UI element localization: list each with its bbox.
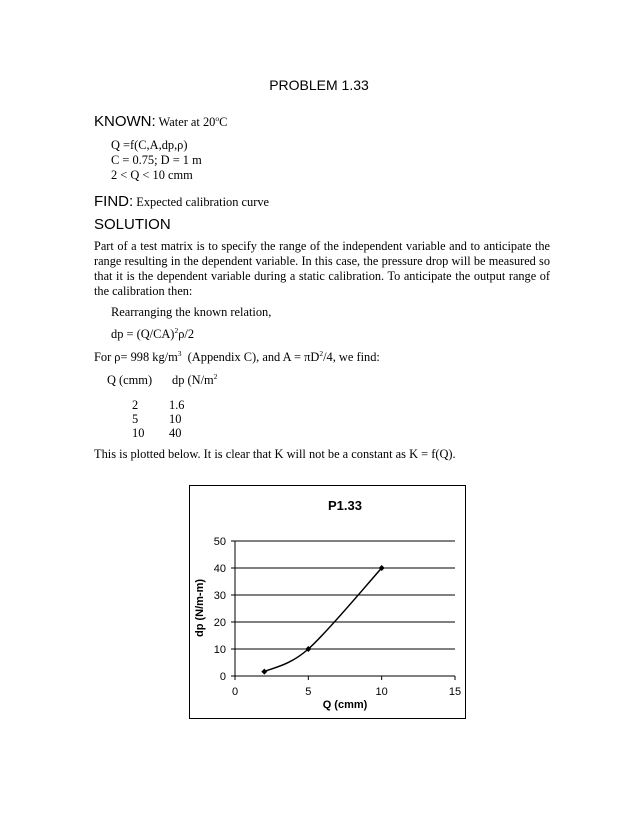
known-line: 2 < Q < 10 cmm — [111, 168, 193, 182]
table-header-q: Q (cmm) — [107, 373, 153, 387]
chart-title: P1.33 — [328, 498, 362, 513]
known-line: C = 0.75; D = 1 m — [111, 153, 202, 167]
table-header-dp: dp ($N/m^2$ — [172, 372, 218, 387]
y-tick-label: 0 — [219, 671, 226, 683]
x-tick-label: 10 — [375, 686, 388, 698]
page-title: PROBLEM 1.33 — [269, 77, 369, 93]
y-tick-label: 10 — [213, 644, 226, 656]
table-row: 5 10 — [132, 412, 182, 426]
chart — [190, 486, 465, 718]
rearranging-text: Rearranging the known relation, — [111, 305, 272, 319]
equation: dp = $(Q/CA)^2\rho/2$ — [111, 326, 195, 341]
y-tick-label: 40 — [213, 563, 226, 575]
table-row: 10 40 — [132, 426, 182, 440]
known-line: Q =f(C,A,dp,ρ) — [111, 138, 188, 152]
data-point — [261, 669, 267, 675]
series-line — [264, 568, 381, 672]
conclusion-text: This is plotted below. It is clear that K will not be a constant as K = f(Q). — [94, 447, 456, 461]
x-tick-label: 15 — [448, 686, 462, 698]
known-section — [94, 113, 227, 131]
solution-paragraph: Part of a test matrix is to specify the range of the independent variable and to anticipate the range resulting in the dependent variable. In this case, the pressure drop will be measured so that it is the dependent variable during a static calibration. To anticipate the output range of the calibration then: — [94, 239, 550, 298]
solution-label: SOLUTION — [94, 216, 171, 233]
known-label: KNOWN: — [94, 113, 156, 130]
find-label: FIND: — [94, 193, 134, 210]
y-axis-label: dp (N/m-m) — [194, 578, 206, 638]
y-tick-label: 20 — [213, 617, 226, 629]
find-text: Expected calibration curve — [133, 195, 270, 209]
find-section — [94, 193, 269, 211]
chart-frame — [189, 485, 466, 719]
y-tick-label: 30 — [213, 590, 226, 602]
x-tick-label: 0 — [231, 686, 239, 698]
x-axis-label: Q (cmm) — [322, 699, 368, 711]
table-row: 2 1.6 — [132, 398, 185, 412]
x-tick-label: 5 — [305, 686, 312, 698]
known-text: Water at 20$^o$C — [155, 114, 228, 129]
y-tick-label: 50 — [213, 536, 226, 548]
for-statement: For ρ= 998 $kg/m^3$ (Appendix C), and $A = \pi D^2/4$, we find: — [94, 349, 380, 364]
